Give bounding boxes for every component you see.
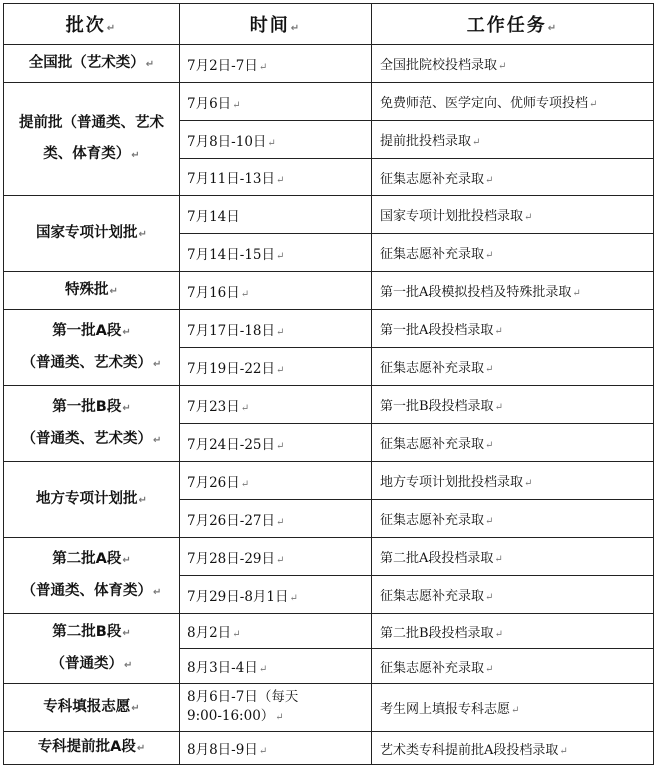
task-cell: 征集志愿补充录取↵	[372, 234, 654, 272]
task-cell: 征集志愿补充录取↵	[372, 348, 654, 386]
task-cell: 第二批A段投档录取↵	[372, 538, 654, 576]
batch-cell: 国家专项计划批↵	[4, 196, 180, 272]
time-cell: 8月6日-7日（每天 9:00-16:00）↵	[180, 684, 372, 732]
time-cell: 7月29日-8月1日↵	[180, 576, 372, 614]
batch-cell: 第一批B段↵ （普通类、艺术类）↵	[4, 386, 180, 462]
time-cell: 7月23日↵	[180, 386, 372, 424]
table-row	[4, 45, 654, 83]
table-row	[4, 83, 654, 121]
table-header-row	[4, 4, 654, 45]
batch-cell: 特殊批↵	[4, 272, 180, 310]
time-cell: 7月14日	[180, 196, 372, 234]
time-cell: 7月28日-29日↵	[180, 538, 372, 576]
table-row	[4, 196, 654, 234]
task-cell: 第二批B段投档录取↵	[372, 614, 654, 649]
batch-cell: 全国批（艺术类）↵	[4, 45, 180, 83]
time-cell: 7月16日↵	[180, 272, 372, 310]
task-cell: 第一批A段模拟投档及特殊批录取↵	[372, 272, 654, 310]
admission-schedule-table	[3, 3, 654, 765]
table-row	[4, 310, 654, 348]
time-cell: 7月26日-27日↵	[180, 500, 372, 538]
task-cell: 全国批院校投档录取↵	[372, 45, 654, 83]
task-cell: 考生网上填报专科志愿↵	[372, 684, 654, 732]
task-cell: 征集志愿补充录取↵	[372, 649, 654, 684]
task-cell: 征集志愿补充录取↵	[372, 576, 654, 614]
batch-cell: 第二批B段↵ （普通类）↵	[4, 614, 180, 684]
time-cell: 7月8日-10日↵	[180, 121, 372, 159]
task-cell: 征集志愿补充录取↵	[372, 424, 654, 462]
table-row	[4, 684, 654, 732]
task-cell: 地方专项计划批投档录取↵	[372, 462, 654, 500]
batch-cell: 第二批A段↵ （普通类、体育类）↵	[4, 538, 180, 614]
batch-cell: 地方专项计划批↵	[4, 462, 180, 538]
time-cell: 8月3日-4日↵	[180, 649, 372, 684]
task-cell: 提前批投档录取↵	[372, 121, 654, 159]
time-cell: 7月6日↵	[180, 83, 372, 121]
table-row	[4, 386, 654, 424]
time-cell: 8月2日↵	[180, 614, 372, 649]
time-cell: 7月24日-25日↵	[180, 424, 372, 462]
task-cell: 艺术类专科提前批A段投档录取↵	[372, 732, 654, 765]
table-row	[4, 272, 654, 310]
header-task: 工作任务↵	[372, 4, 654, 45]
time-cell: 7月14日-15日↵	[180, 234, 372, 272]
batch-cell: 专科填报志愿↵	[4, 684, 180, 732]
table-row	[4, 538, 654, 576]
task-cell: 第一批A段投档录取↵	[372, 310, 654, 348]
table-row	[4, 462, 654, 500]
batch-cell: 专科提前批A段↵	[4, 732, 180, 765]
time-cell: 7月2日-7日↵	[180, 45, 372, 83]
table-row	[4, 614, 654, 649]
task-cell: 第一批B段投档录取↵	[372, 386, 654, 424]
task-cell: 征集志愿补充录取↵	[372, 500, 654, 538]
header-batch: 批次↵	[4, 4, 180, 45]
task-cell: 征集志愿补充录取↵	[372, 159, 654, 196]
time-cell: 7月17日-18日↵	[180, 310, 372, 348]
header-time: 时间↵	[180, 4, 372, 45]
batch-cell: 第一批A段↵ （普通类、艺术类）↵	[4, 310, 180, 386]
table-row	[4, 732, 654, 765]
task-cell: 国家专项计划批投档录取↵	[372, 196, 654, 234]
time-cell: 8月8日-9日↵	[180, 732, 372, 765]
time-cell: 7月19日-22日↵	[180, 348, 372, 386]
time-cell: 7月26日↵	[180, 462, 372, 500]
batch-cell: 提前批（普通类、艺术 类、体育类）↵	[4, 83, 180, 196]
task-cell: 免费师范、医学定向、优师专项投档↵	[372, 83, 654, 121]
time-cell: 7月11日-13日↵	[180, 159, 372, 196]
